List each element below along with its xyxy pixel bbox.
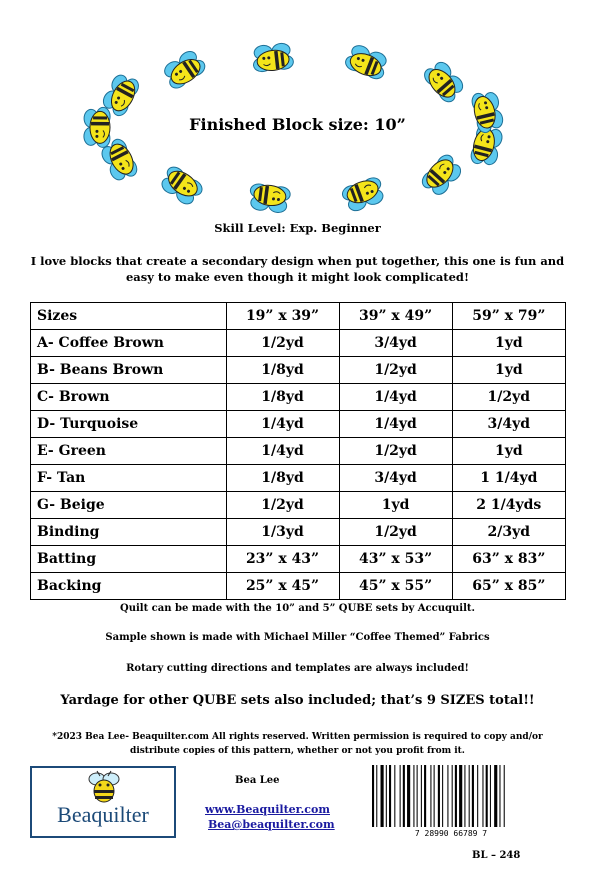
table-row — [31, 573, 566, 600]
bee-icon — [340, 175, 387, 213]
table-cell: 45” x 55” — [339, 573, 452, 600]
rotary-note: Rotary cutting directions and templates are always included! — [126, 663, 469, 674]
skill-level: Skill Level: Exp. Beginner — [214, 221, 381, 235]
row-label: D- Turquoise — [31, 411, 227, 438]
table-cell: 1/2yd — [226, 492, 339, 519]
table-cell: 1yd — [452, 438, 565, 465]
beaquilter-logo — [30, 766, 176, 838]
table-cell: 1yd — [339, 492, 452, 519]
barcode-image — [368, 765, 534, 835]
finished-block-size: Finished Block size: 10” — [189, 115, 406, 134]
table-row — [31, 519, 566, 546]
table-cell: 1/8yd — [226, 465, 339, 492]
bee-icon — [160, 47, 208, 91]
table-cell: 2 1/4yds — [452, 492, 565, 519]
row-label: Binding — [31, 519, 227, 546]
qube-note: Quilt can be made with the 10” and 5” QUBE sets by Accuquilt. — [120, 603, 475, 614]
pattern-code: BL – 248 — [472, 850, 521, 861]
sample-note: Sample shown is made with Michael Miller “Coffee Themed” Fabrics — [105, 632, 490, 643]
bee-icon — [470, 89, 505, 134]
row-label: B- Beans Brown — [31, 357, 227, 384]
table-row — [31, 465, 566, 492]
table-cell: 43” x 53” — [339, 546, 452, 573]
yardage-table — [30, 302, 566, 600]
bee-icon — [343, 42, 390, 81]
table-cell: 1/4yd — [226, 438, 339, 465]
table-cell: 1/4yd — [339, 411, 452, 438]
copyright-notice: *2023 Bea Lee- Beaquilter.com All rights reserved. Written permission is required to copy and/or distribute copies of this pattern, whether or not you profit from it. — [52, 732, 543, 756]
table-cell: 1/2yd — [339, 357, 452, 384]
table-cell: 3/4yd — [339, 330, 452, 357]
table-cell: 63” x 83” — [452, 546, 565, 573]
row-label: E- Green — [31, 438, 227, 465]
bee-icon — [251, 42, 294, 72]
row-label: Batting — [31, 546, 227, 573]
table-cell: 1 1/4yd — [452, 465, 565, 492]
table-cell: 3/4yd — [452, 411, 565, 438]
table-row — [31, 546, 566, 573]
table-cell: 65” x 85” — [452, 573, 565, 600]
table-cell: 1/2yd — [452, 384, 565, 411]
header-cell: 39” x 49” — [339, 303, 452, 330]
email-link[interactable]: Bea@beaquilter.com — [208, 818, 335, 831]
logo-text: Beaquilter — [57, 802, 149, 827]
table-row — [31, 411, 566, 438]
row-label: C- Brown — [31, 384, 227, 411]
header-cell: 19” x 39” — [226, 303, 339, 330]
row-label: G- Beige — [31, 492, 227, 519]
row-label: Backing — [31, 573, 227, 600]
table-cell: 2/3yd — [452, 519, 565, 546]
table-cell: 1yd — [452, 357, 565, 384]
table-cell: 1/8yd — [226, 384, 339, 411]
table-cell: 1/2yd — [339, 519, 452, 546]
table-cell: 1/4yd — [226, 411, 339, 438]
bee-icon — [248, 183, 291, 214]
bee-icon — [84, 770, 124, 804]
table-row — [31, 330, 566, 357]
table-cell: 1yd — [452, 330, 565, 357]
table-cell: 25” x 45” — [226, 573, 339, 600]
yardage-note: Yardage for other QUBE sets also included; that’s 9 SIZES total!! — [60, 693, 535, 708]
table-row — [31, 384, 566, 411]
table-cell: 1/2yd — [339, 438, 452, 465]
author-name: Bea Lee — [235, 775, 280, 786]
website-link[interactable]: www.Beaquilter.com — [205, 803, 330, 816]
table-cell: 23” x 43” — [226, 546, 339, 573]
row-label: A- Coffee Brown — [31, 330, 227, 357]
bee-icon — [419, 152, 465, 199]
bee-icon — [84, 107, 110, 147]
table-row — [31, 492, 566, 519]
table-cell: 1/4yd — [339, 384, 452, 411]
table-row — [31, 357, 566, 384]
table-row — [31, 438, 566, 465]
bee-icon — [421, 58, 467, 105]
header-cell: 59” x 79” — [452, 303, 565, 330]
table-header-row — [31, 303, 566, 330]
bee-icon — [157, 164, 205, 208]
table-cell: 3/4yd — [339, 465, 452, 492]
table-cell: 1/8yd — [226, 357, 339, 384]
row-label: F- Tan — [31, 465, 227, 492]
intro-text: I love blocks that create a secondary design when put together, this one is fun and easy to make even though it might look complicated! — [30, 254, 565, 284]
header-cell: Sizes — [31, 303, 227, 330]
table-cell: 1/3yd — [226, 519, 339, 546]
table-cell: 1/2yd — [226, 330, 339, 357]
barcode-digits: 7 28990 66789 7 — [414, 829, 488, 838]
